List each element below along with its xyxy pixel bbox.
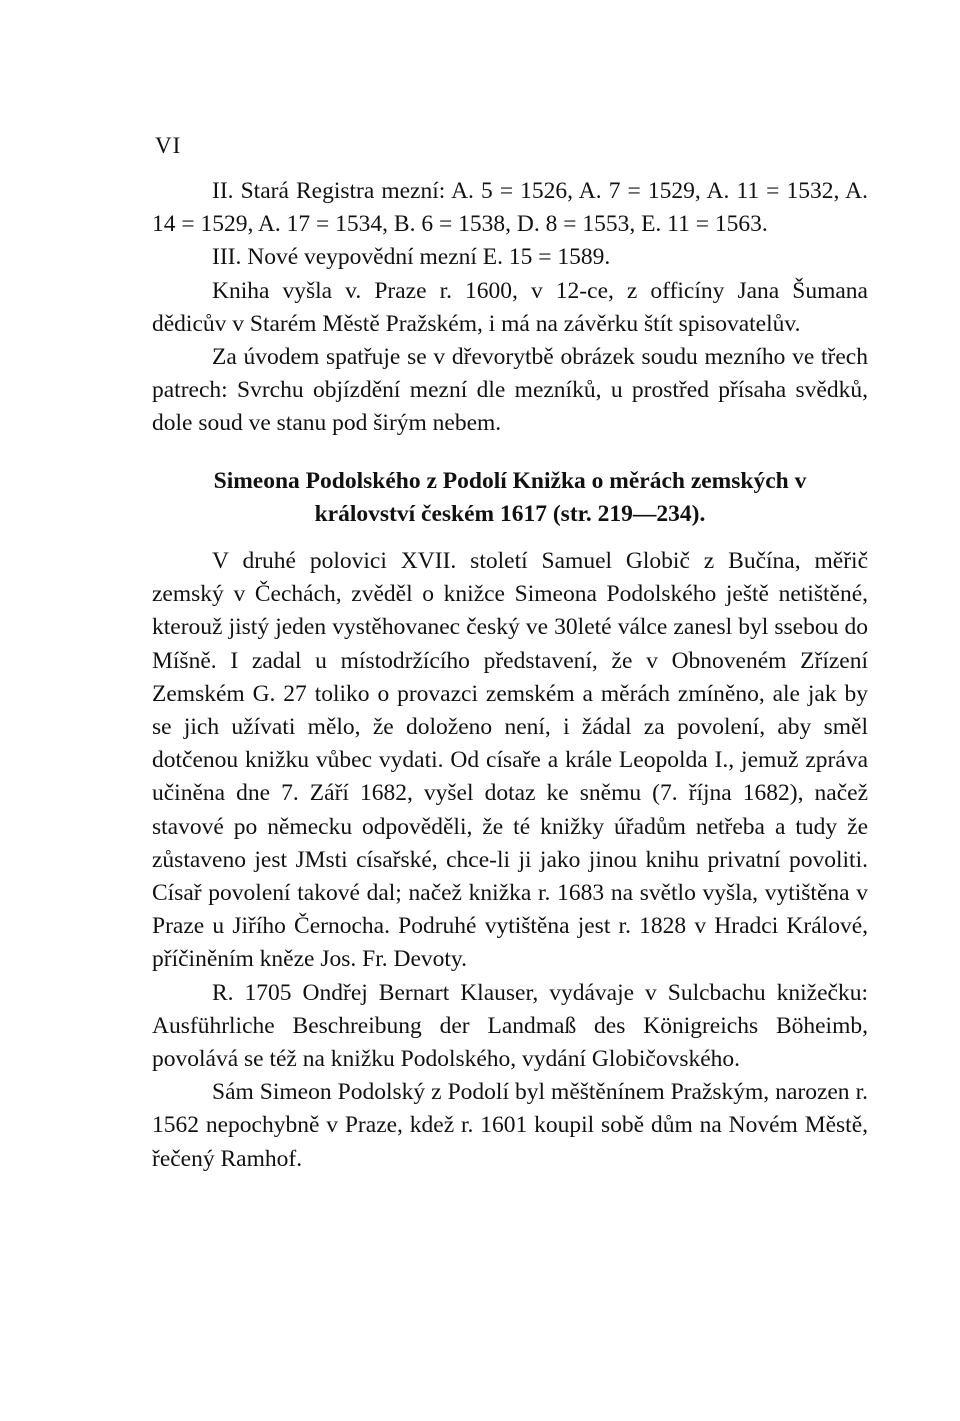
paragraph-podolsky: Sám Simeon Podolský z Podolí byl měštěnínem Pražským, narozen r. 1562 nepochybně v Praze, kdež r. 1601 koupil sobě dům na Novém Městě, řečený Ramhof. <box>152 1079 868 1172</box>
section-heading-line-1: Simeona Podolského z Podolí Knižka o měrách zemských v <box>213 467 807 494</box>
section-heading-line-2: království českém 1617 (str. 219—234). <box>314 500 706 527</box>
paragraph-registra: II. Stará Registra mezní: A. 5 = 1526, A. 7 = 1529, A. 11 = 1532, A. 14 = 1529, A. 17 = 1534, B. 6 = 1538, D. 8 = 1553, E. 11 = 1563. <box>152 178 868 238</box>
paragraph-klauser: R. 1705 Ondřej Bernart Klauser, vydávaje v Sulcbachu knižečku: Ausführliche Beschreibung der Landmaß des Königreichs Böheimb, povolává se též na knižku Podolského, vydání Globičovského. <box>152 979 868 1073</box>
main-text <box>152 175 868 1176</box>
section-heading <box>152 465 868 531</box>
paragraph-kniha: Kniha vyšla v. Praze r. 1600, v 12-ce, z officíny Jana Šumana dědicův v Starém Městě Pražském, i má na závěrku štít spisovatelův. <box>152 277 868 337</box>
page-number: VI <box>155 133 182 158</box>
paragraph-veypovedni: III. Nové veypovědní mezní E. 15 = 1589. <box>212 244 611 271</box>
paragraph-globic: V druhé polovici XVII. století Samuel Globič z Bučína, měřič zemský v Čechách, zvěděl o knižce Simeona Podolského ještě netištěné, kterouž jistý jeden vystěhovanec český ve 30leté válce zanesl byl ssebou do Míšně. I zadal u místodržícího představení, že v Obnoveném Zřízení Zemském G. 27 toliko o provazci zemském a měrách zmíněno, ale jak by se jich užívati mělo, že doloženo není, i žádal za povolení, aby směl dotčenou knižku vůbec vydati. Od císaře a krále Leopolda I., jemuž zpráva učiněna dne 7. Září 1682, vyšel dotaz ke sněmu (7. října 1682), načež stavové po německu odpověděli, že té knižky úřadům netřeba a tudy že zůstaveno jest JMsti císařské, chce-li ji jako jinou knihu privatní povoliti. Císař povolení takové dal; načež knižka r. 1683 na světlo vyšla, vytištěna v Praze u Jiřího Černocha. Podruhé vytištěna jest r. 1828 v Hradci Králové, příčiněním kněze Jos. Fr. Devoty. <box>152 548 868 973</box>
paragraph-uvod: Za úvodem spatřuje se v dřevorytbě obrázek soudu mezního ve třech patrech: Svrchu objízdění mezní dle mezníků, u prostřed přísaha svědků, dole soud ve stanu pod širým nebem. <box>152 344 868 437</box>
